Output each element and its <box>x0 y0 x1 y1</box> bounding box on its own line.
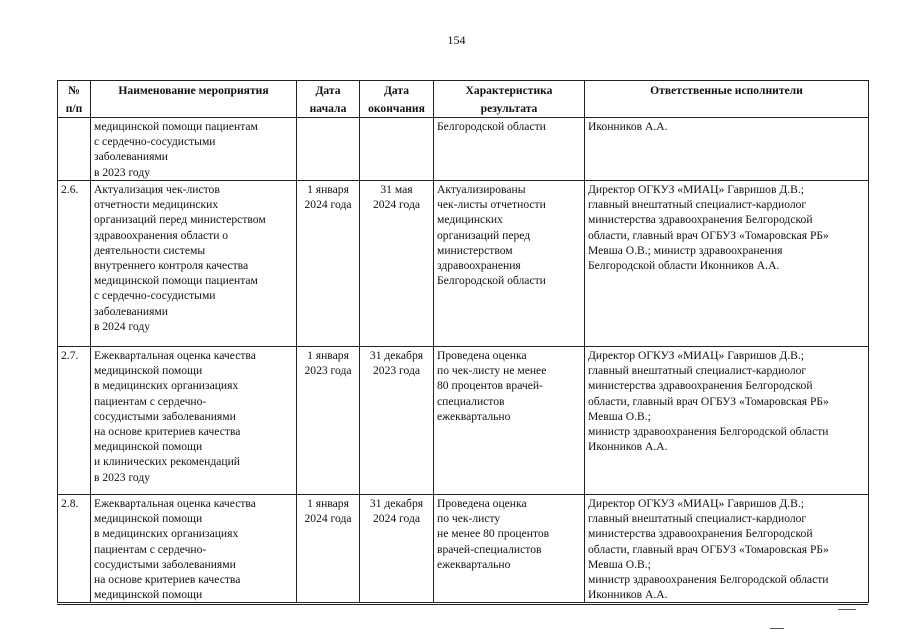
end-date-cell <box>360 495 434 603</box>
cell-text-line: отчетности медицинских <box>94 198 219 212</box>
cell-text-line: 2024 года <box>372 198 421 212</box>
event-name-cell <box>91 347 297 495</box>
cell-text-line: заболеваниями <box>94 150 168 164</box>
header-responsible: Ответственные исполнители <box>585 81 869 118</box>
cell-text-line: Ежеквартальная оценка качества <box>94 349 256 362</box>
cell-text-line: министр здравоохранения Белгородской области <box>588 573 829 587</box>
cell-text-line: здравоохранения <box>437 259 521 273</box>
cell-text-line: чек-листы отчетности <box>437 198 546 212</box>
cell-text-line: здравоохранения области о <box>94 228 229 242</box>
cell-text-line: в медицинских организациях <box>94 527 239 541</box>
responsible-cell <box>585 495 869 603</box>
start-date-cell <box>297 181 360 347</box>
cell-text-line: Проведена оценка <box>437 349 527 362</box>
cell-text-line: Иконников А.А. <box>588 440 668 454</box>
cell-text-line: 1 января <box>307 497 349 510</box>
event-name-cell <box>91 495 297 603</box>
event-name-cell <box>91 181 297 347</box>
cell-text-line: врачей-специалистов <box>437 542 542 556</box>
responsible-cell <box>585 181 869 347</box>
cell-text-line: области, главный врач ОГБУЗ «Томаровская РБ» <box>588 542 829 556</box>
cell-text-line: Белгородской области Иконников А.А. <box>588 259 780 273</box>
event-name-cell <box>91 118 297 181</box>
cell-text-line: пациентам с сердечно- <box>94 394 207 408</box>
start-date-cell <box>297 495 360 603</box>
result-cell <box>434 495 585 603</box>
header-result: Характеристика результата <box>434 81 585 118</box>
cell-text-line: и клинических рекомендаций <box>94 455 240 469</box>
cell-text-line: на основе критериев качества <box>94 425 241 439</box>
responsible-cell <box>585 118 869 181</box>
events-table <box>57 80 869 603</box>
result-cell <box>434 347 585 495</box>
cell-text-line: 2023 года <box>372 364 421 378</box>
cell-text-line: медицинских <box>437 213 503 227</box>
cell-text-line: министерства здравоохранения Белгородской <box>588 379 813 393</box>
cell-text-line: 1 января <box>307 349 349 362</box>
cell-text-line: Актуализированы <box>437 183 526 196</box>
cell-text-line: ежеквартально <box>437 557 511 571</box>
cell-text-line: медицинской помощи пациентам <box>94 274 258 288</box>
cell-text-line: министерства здравоохранения Белгородской <box>588 213 813 227</box>
scan-artifact <box>838 609 856 610</box>
cell-text-line: медицинской помощи <box>94 512 203 526</box>
cell-text-line: министерства здравоохранения Белгородской <box>588 527 813 541</box>
cell-text-line: по чек-листу не менее <box>437 364 547 378</box>
cell-text-line: медицинской помощи <box>94 364 203 378</box>
cell-text-line: Директор ОГКУЗ «МИАЦ» Гавришов Д.В.; <box>588 349 804 362</box>
cell-text-line: на основе критериев качества <box>94 573 241 587</box>
cell-text-line: Белгородской области <box>437 274 546 288</box>
cell-text-line: 31 декабря <box>369 349 424 362</box>
cell-text-line: организаций перед <box>437 228 531 242</box>
cell-text-line: области, главный врач ОГБУЗ «Томаровская РБ» <box>588 394 829 408</box>
cell-text-line: с сердечно-сосудистыми <box>94 289 216 303</box>
cell-text-line: заболеваниями <box>94 304 168 318</box>
cell-text-line: министерством <box>437 243 513 257</box>
cell-text-line: организаций перед министерством <box>94 213 266 227</box>
cell-text-line: специалистов <box>437 394 505 408</box>
header-end-date: Дата окончания <box>360 81 434 118</box>
table-header-row <box>58 81 869 118</box>
cell-text-line: пациентам с сердечно- <box>94 542 207 556</box>
cell-text-line: медицинской помощи <box>94 440 203 454</box>
cell-text-line: 80 процентов врачей- <box>437 379 543 393</box>
row-number-cell: 2.7. <box>58 347 91 495</box>
cell-text-line: 1 января <box>307 183 349 196</box>
cell-text-line: в 2023 году <box>94 165 151 179</box>
cell-text-line: главный внештатный специалист-кардиолог <box>588 364 807 378</box>
cell-text-line: Белгородской области <box>437 120 546 133</box>
cell-text-line: 31 декабря <box>369 497 424 510</box>
cell-text-line: Директор ОГКУЗ «МИАЦ» Гавришов Д.В.; <box>588 497 804 510</box>
header-number: № п/п <box>58 81 91 118</box>
cell-text-line: не менее 80 процентов <box>437 527 550 541</box>
cell-text-line: в 2023 году <box>94 470 151 484</box>
cell-text-line: сосудистыми заболеваниями <box>94 557 236 571</box>
cell-text-line: министр здравоохранения Белгородской области <box>588 425 829 439</box>
header-start-date: Дата начала <box>297 81 360 118</box>
result-cell <box>434 118 585 181</box>
start-date-cell <box>297 118 360 181</box>
cell-text-line: медицинской помощи пациентам <box>94 120 258 133</box>
cell-text-line: Актуализация чек-листов <box>94 183 220 196</box>
cell-text-line: 31 мая <box>380 183 413 196</box>
row-number-cell: 2.6. <box>58 181 91 347</box>
result-cell <box>434 181 585 347</box>
cell-text-line: главный внештатный специалист-кардиолог <box>588 512 807 526</box>
cell-text-line: ежеквартально <box>437 409 511 423</box>
cell-text-line: 2024 года <box>304 512 352 526</box>
cell-text-line: 2024 года <box>372 512 421 526</box>
cell-text-line: деятельности системы <box>94 243 206 257</box>
start-date-cell <box>297 347 360 495</box>
cell-text-line: сосудистыми заболеваниями <box>94 409 236 423</box>
cell-text-line: в 2024 году <box>94 319 151 333</box>
row-number-cell: 2.8. <box>58 495 91 603</box>
table-row <box>58 495 869 603</box>
table-row <box>58 118 869 181</box>
cell-text-line: по чек-листу <box>437 512 501 526</box>
cell-text-line: с сердечно-сосудистыми <box>94 135 216 149</box>
cell-text-line: Иконников А.А. <box>588 588 668 602</box>
cell-text-line: 2023 года <box>304 364 352 378</box>
end-date-cell <box>360 118 434 181</box>
row-number-cell <box>58 118 91 181</box>
header-event-name: Наименование мероприятия <box>91 81 297 118</box>
cell-text-line: главный внештатный специалист-кардиолог <box>588 198 807 212</box>
cell-text-line: Ежеквартальная оценка качества <box>94 497 256 510</box>
cell-text-line: Иконников А.А. <box>588 120 668 133</box>
cell-text-line: Мевша О.В.; министр здравоохранения <box>588 243 783 257</box>
cell-text-line: Мевша О.В.; <box>588 409 651 423</box>
responsible-cell <box>585 347 869 495</box>
cell-text-line: Проведена оценка <box>437 497 527 510</box>
end-date-cell <box>360 181 434 347</box>
page-number: 154 <box>447 33 466 47</box>
end-date-cell <box>360 347 434 495</box>
cell-text-line: внутреннего контроля качества <box>94 259 249 273</box>
cell-text-line: Директор ОГКУЗ «МИАЦ» Гавришов Д.В.; <box>588 183 804 196</box>
table-row <box>58 347 869 495</box>
cell-text-line: медицинской помощи <box>94 588 203 602</box>
cell-text-line: в медицинских организациях <box>94 379 239 393</box>
scan-artifact <box>770 628 784 629</box>
cell-text-line: 2024 года <box>304 198 352 212</box>
table-row <box>58 181 869 347</box>
table-bottom-border <box>57 604 868 605</box>
cell-text-line: Мевша О.В.; <box>588 557 651 571</box>
cell-text-line: области, главный врач ОГБУЗ «Томаровская РБ» <box>588 228 829 242</box>
